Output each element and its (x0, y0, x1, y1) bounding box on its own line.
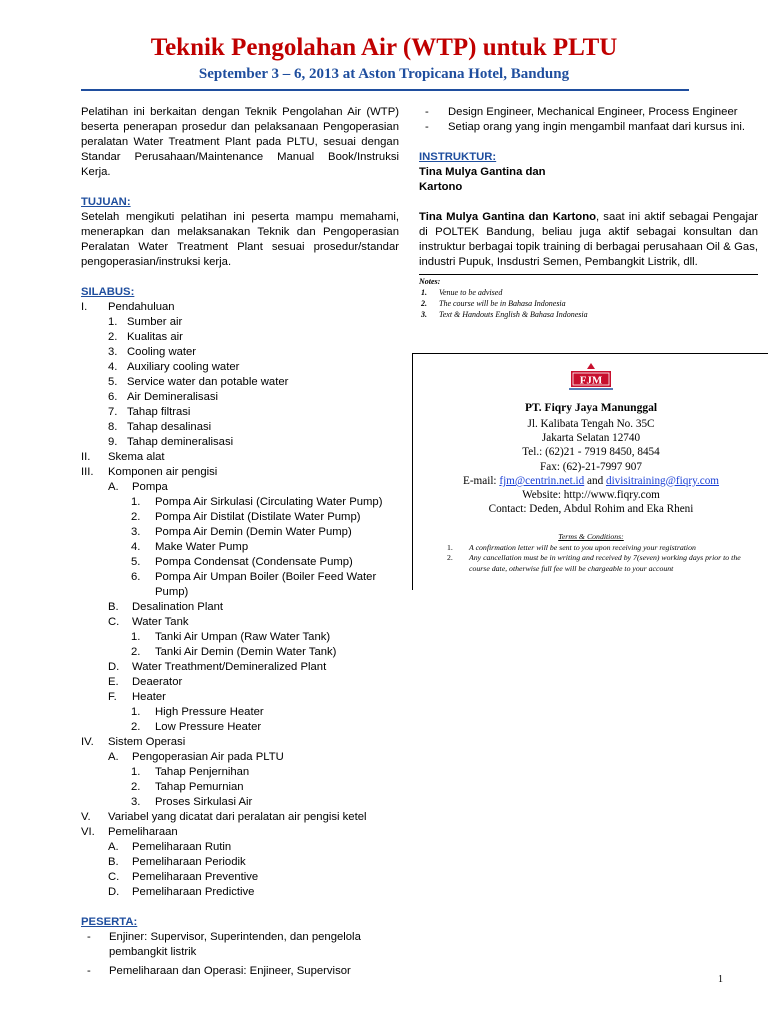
list-item-text: Pompa Air Distilat (Distilate Water Pump) (155, 511, 361, 523)
list-item-text: Tahap demineralisasi (127, 436, 234, 448)
left-column (81, 105, 399, 983)
list-item-marker: A. (108, 751, 119, 763)
silabus-item (81, 570, 399, 600)
list-item-marker: 2. (131, 781, 141, 793)
list-item-marker: A. (108, 481, 119, 493)
list-item-text: Pompa Condensat (Condensate Pump) (155, 556, 353, 568)
company-contact-persons: Contact: Deden, Abdul Rohim and Eka Rheni (488, 503, 694, 516)
list-item-marker: B. (108, 856, 119, 868)
silabus-item (81, 360, 399, 375)
list-item-marker: - (87, 965, 91, 977)
intro-paragraph: Pelatihan ini berkaitan dengan Teknik Pengolahan Air (WTP) beserta penerapan prosedur dan pelaksanaan Pengoperasian peralatan Water Treatment Plant pada PLTU, sesuai dengan Standar Perusahaan/Maintenance Manual Book/Instruksi Kerja. (81, 106, 399, 178)
company-email-line (413, 474, 768, 488)
instructor-bio (419, 210, 758, 270)
instruktur-heading: INSTRUKTUR: (419, 151, 497, 163)
silabus-item (81, 675, 399, 690)
terms-list (413, 543, 768, 575)
terms-heading: Terms & Conditions: (558, 532, 624, 541)
svg-text:FJM: FJM (579, 374, 603, 387)
list-item-marker: I. (81, 301, 88, 313)
list-item-marker: C. (108, 871, 120, 883)
list-item-text: Pemeliharaan (108, 826, 178, 838)
notes-list (419, 287, 758, 320)
list-item-text: Text & Handouts English & Bahasa Indonesia (439, 310, 588, 319)
silabus-item (81, 525, 399, 540)
peserta-list (81, 930, 399, 979)
list-item-text: Pengoperasian Air pada PLTU (132, 751, 284, 763)
list-item-text: Pemeliharaan Preventive (132, 871, 259, 883)
list-item-text: Sistem Operasi (108, 736, 186, 748)
silabus-item (81, 465, 399, 480)
list-item-text: Proses Sirkulasi Air (155, 796, 253, 808)
company-info-box (412, 353, 768, 590)
instructor-bio-name: Tina Mulya Gantina dan Kartono (419, 211, 597, 223)
tujuan-text: Setelah mengikuti pelatihan ini peserta mampu memahami, menerapkan dan melaksanakan Teknik dan Pengoperasian Peralatan Water Treatment Plant sesuai prosedur/standar pengoperasian/instruksi kerja. (81, 211, 399, 268)
notes-heading: Notes: (419, 277, 441, 286)
list-item-text: Design Engineer, Mechanical Engineer, Process Engineer (448, 106, 738, 118)
list-item-text: Setiap orang yang ingin mengambil manfaat dari kursus ini. (448, 121, 746, 133)
list-item-marker: 1. (447, 542, 453, 552)
list-item-text: Pemeliharaan Periodik (132, 856, 246, 868)
list-item-text: Tahap Penjernihan (155, 766, 250, 778)
silabus-item (81, 705, 399, 720)
list-item-marker: 2. (447, 553, 453, 562)
list-item-marker: 3. (131, 526, 141, 538)
list-item-text: Make Water Pump (155, 541, 249, 553)
list-item-marker: E. (108, 676, 119, 688)
list-item-marker: 5. (131, 556, 141, 568)
list-item-text: Deaerator (132, 676, 183, 688)
list-item-text: Tahap desalinasi (127, 421, 212, 433)
silabus-heading: SILABUS: (81, 286, 135, 298)
list-item-text: A confirmation letter will be sent to you upon receiving your registration (469, 542, 696, 552)
list-item-text: Pemeliharaan dan Operasi: Enjineer, Supervisor (109, 965, 351, 977)
list-item-marker: 1. (131, 631, 141, 643)
silabus-item (81, 495, 399, 510)
silabus-item (81, 780, 399, 795)
company-tel: Tel.: (62)21 - 7919 8450, 8454 (522, 446, 660, 459)
list-item-text: Variabel yang dicatat dari peralatan air pengisi ketel (108, 811, 367, 823)
document-title: Teknik Pengolahan Air (WTP) untuk PLTU (150, 34, 618, 61)
note-item (419, 309, 758, 320)
instructor-name (419, 165, 758, 195)
list-item-marker: A. (108, 841, 119, 853)
list-item-text: Tanki Air Demin (Demin Water Tank) (155, 646, 337, 658)
notes-section (419, 274, 758, 320)
silabus-item (81, 510, 399, 525)
list-item-marker: 1. (108, 316, 118, 328)
list-item-marker: 2. (421, 299, 427, 308)
list-item-marker: 6. (108, 391, 118, 403)
list-item-marker: F. (108, 691, 117, 703)
list-item-text: Pompa (132, 481, 168, 493)
silabus-item (81, 615, 399, 630)
list-item-marker: V. (81, 811, 91, 823)
list-item-marker: - (425, 121, 429, 133)
silabus-item (81, 810, 399, 825)
document-subtitle: September 3 – 6, 2013 at Aston Tropicana Hotel, Bandung (198, 66, 570, 82)
silabus-item (81, 855, 399, 870)
company-name: PT. Fiqry Jaya Manunggal (524, 402, 658, 414)
peserta-list-continued (419, 105, 758, 135)
list-item-marker: - (425, 106, 429, 118)
note-item (419, 298, 758, 309)
email-label: E-mail: (462, 474, 497, 487)
list-item-text: Pompa Air Umpan Boiler (Boiler Feed Water Pump) (155, 571, 377, 598)
silabus-item (81, 555, 399, 570)
list-item-text: Pendahuluan (108, 301, 175, 313)
list-item-text: High Pressure Heater (155, 706, 264, 718)
silabus-item (81, 765, 399, 780)
list-item-marker: III. (81, 466, 94, 478)
list-item-text: Heater (132, 691, 166, 703)
silabus-item (81, 840, 399, 855)
list-item-marker: 1. (131, 706, 141, 718)
instructor-name-line2: Kartono (419, 181, 463, 193)
right-column (419, 105, 758, 320)
silabus-item (81, 690, 399, 705)
list-item-text: The course will be in Bahasa Indonesia (439, 299, 566, 308)
list-item-marker: 4. (108, 361, 118, 373)
silabus-item (81, 480, 399, 495)
list-item-text: Venue to be advised (439, 288, 503, 297)
silabus-item (81, 330, 399, 345)
list-item-text: Kualitas air (127, 331, 183, 343)
list-item-text: Tanki Air Umpan (Raw Water Tank) (155, 631, 331, 643)
instructor-bio-text: , saat ini aktif sebagai Pengajar di POLTEK Bandung, beliau juga aktif sebagai konsultan dan instruktur berbagai topik training di berbagai perusahaan Oil & Gas, industri Pupuk, Insdustri Semen, Pembangkit Listrik, dll. (419, 211, 758, 268)
list-item-text: Air Demineralisasi (127, 391, 219, 403)
list-item-text: Service water dan potable water (127, 376, 289, 388)
list-item-text: Water Tank (132, 616, 189, 628)
list-item-text: Pompa Air Demin (Demin Water Pump) (155, 526, 352, 538)
list-item-text: Any cancellation must be in writing and received by 7(seven) working days prior to the course date, otherwise full fee will be chargeable to your account (469, 553, 741, 573)
list-item-text: Pemeliharaan Predictive (132, 886, 255, 898)
company-website[interactable]: Website: http://www.fiqry.com (522, 489, 660, 502)
email-link-divisitraining[interactable]: divisitraining@fiqry.com (605, 474, 720, 487)
silabus-item (81, 315, 399, 330)
list-item-marker: 5. (108, 376, 118, 388)
silabus-item (81, 630, 399, 645)
page-number: 1 (718, 974, 723, 985)
list-item-text: Tahap filtrasi (127, 406, 191, 418)
silabus-item (81, 540, 399, 555)
tujuan-heading: TUJUAN: (81, 196, 131, 208)
list-item-marker: - (87, 931, 91, 943)
silabus-item (81, 870, 399, 885)
terms-item (413, 543, 768, 554)
list-item-marker: II. (81, 451, 91, 463)
list-item-text: Skema alat (108, 451, 165, 463)
list-item-marker: 2. (131, 511, 141, 523)
terms-item (413, 553, 768, 574)
silabus-item (81, 300, 399, 315)
list-item-marker: 7. (108, 406, 118, 418)
terms-section (413, 532, 768, 574)
header-divider (81, 89, 689, 91)
list-item-marker: 2. (131, 721, 141, 733)
peserta-item (419, 120, 758, 135)
list-item-marker: IV. (81, 736, 94, 748)
silabus-item (81, 645, 399, 660)
list-item-marker: 1. (131, 766, 141, 778)
company-contact (413, 417, 768, 516)
silabus-item (81, 660, 399, 675)
silabus-item (81, 750, 399, 765)
list-item-marker: 3. (131, 796, 141, 808)
instructor-name-line1: Tina Mulya Gantina dan (419, 166, 546, 178)
peserta-heading: PESERTA: (81, 916, 138, 928)
list-item-text: Sumber air (127, 316, 183, 328)
list-item-text: Tahap Pemurnian (155, 781, 244, 793)
list-item-marker: C. (108, 616, 120, 628)
silabus-item (81, 405, 399, 420)
silabus-item (81, 375, 399, 390)
list-item-marker: 9. (108, 436, 118, 448)
list-item-text: Enjiner: Supervisor, Superintenden, dan pengelola pembangkit listrik (109, 931, 361, 958)
list-item-marker: D. (108, 661, 120, 673)
list-item-marker: 2. (108, 331, 118, 343)
list-item-marker: 1. (421, 288, 427, 297)
list-item-text: Pemeliharaan Rutin (132, 841, 232, 853)
silabus-item (81, 435, 399, 450)
list-item-marker: 2. (131, 646, 141, 658)
list-item-text: Pompa Air Sirkulasi (Circulating Water Pump) (155, 496, 383, 508)
list-item-marker: D. (108, 886, 120, 898)
silabus-item (81, 345, 399, 360)
silabus-list (81, 300, 399, 900)
silabus-item (81, 600, 399, 615)
list-item-text: Low Pressure Heater (155, 721, 262, 733)
list-item-marker: 3. (108, 346, 118, 358)
silabus-item (81, 450, 399, 465)
list-item-marker: 3. (421, 310, 427, 319)
silabus-item (81, 420, 399, 435)
list-item-text: Auxiliary cooling water (127, 361, 240, 373)
peserta-item (81, 930, 399, 960)
silabus-item (81, 735, 399, 750)
company-logo (565, 362, 617, 392)
company-address-line2: Jakarta Selatan 12740 (541, 432, 641, 445)
list-item-marker: 4. (131, 541, 141, 553)
list-item-marker: 1. (131, 496, 141, 508)
silabus-item (81, 720, 399, 735)
list-item-text: Cooling water (127, 346, 197, 358)
peserta-item (81, 964, 399, 979)
silabus-item (81, 885, 399, 900)
email-and: and (587, 474, 604, 487)
company-address-line1: Jl. Kalibata Tengah No. 35C (527, 418, 655, 430)
peserta-item (419, 105, 758, 120)
note-item (419, 287, 758, 298)
list-item-text: Komponen air pengisi (108, 466, 218, 478)
silabus-item (81, 795, 399, 810)
list-item-marker: 8. (108, 421, 118, 433)
email-link-centrin[interactable]: fjm@centrin.net.id (499, 474, 585, 487)
list-item-text: Desalination Plant (132, 601, 224, 613)
list-item-marker: B. (108, 601, 119, 613)
list-item-text: Water Treathment/Demineralized Plant (132, 661, 327, 673)
silabus-item (81, 390, 399, 405)
company-fax: Fax: (62)-21-7997 907 (540, 460, 642, 473)
list-item-marker: VI. (81, 826, 95, 838)
silabus-item (81, 825, 399, 840)
list-item-marker: 6. (131, 571, 141, 583)
